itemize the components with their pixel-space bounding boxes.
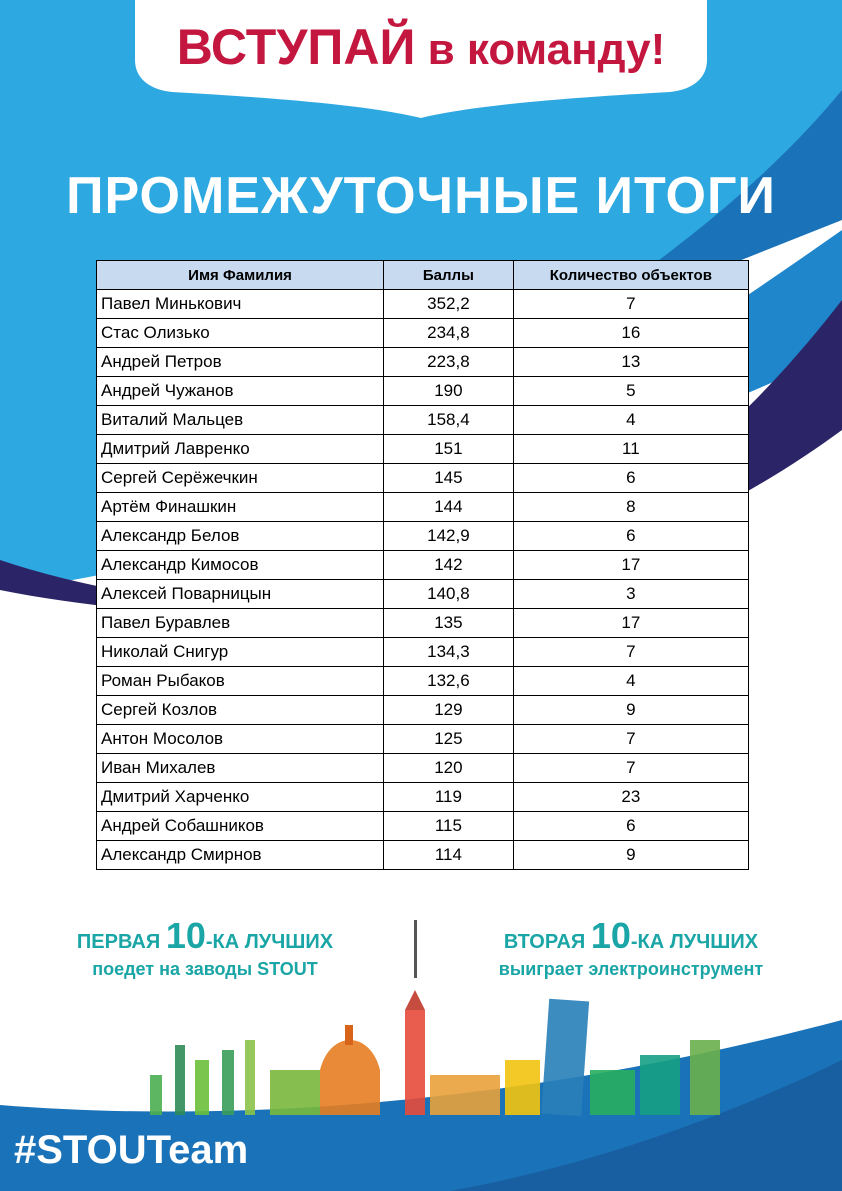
cell-points: 140,8	[384, 580, 514, 609]
cell-name: Андрей Чужанов	[97, 377, 384, 406]
cell-name: Павел Буравлев	[97, 609, 384, 638]
cell-points: 135	[384, 609, 514, 638]
cell-objects: 6	[513, 812, 748, 841]
cell-points: 144	[384, 493, 514, 522]
banner-heading	[135, 18, 707, 76]
cell-name: Роман Рыбаков	[97, 667, 384, 696]
table-row	[97, 551, 749, 580]
cell-objects: 13	[513, 348, 748, 377]
column-header-objects: Количество объектов	[513, 261, 748, 290]
table-row	[97, 290, 749, 319]
cell-points: 158,4	[384, 406, 514, 435]
cell-points: 134,3	[384, 638, 514, 667]
cell-points: 119	[384, 783, 514, 812]
table-row	[97, 435, 749, 464]
cell-name: Алексей Поварницын	[97, 580, 384, 609]
cell-objects: 4	[513, 667, 748, 696]
cell-name: Александр Кимосов	[97, 551, 384, 580]
promo-left-pre: ПЕРВАЯ	[76, 931, 166, 953]
table-row	[97, 348, 749, 377]
table-row	[97, 696, 749, 725]
promo-left	[50, 915, 360, 980]
cell-points: 114	[384, 841, 514, 870]
table-row	[97, 754, 749, 783]
cell-name: Павел Минькович	[97, 290, 384, 319]
cell-name: Сергей Козлов	[97, 696, 384, 725]
page-title: ПРОМЕЖУТОЧНЫЕ ИТОГИ	[66, 167, 776, 225]
promo-right-post: -КА ЛУЧШИХ	[630, 931, 759, 953]
cell-name: Александр Белов	[97, 522, 384, 551]
table-row	[97, 580, 749, 609]
cell-points: 190	[384, 377, 514, 406]
promo-right	[468, 915, 794, 980]
banner-part2: в команду!	[415, 25, 666, 74]
cell-name: Артём Финашкин	[97, 493, 384, 522]
cell-objects: 9	[513, 841, 748, 870]
table-row	[97, 841, 749, 870]
table-row	[97, 377, 749, 406]
table-row	[97, 812, 749, 841]
table-row	[97, 319, 749, 348]
cell-points: 223,8	[384, 348, 514, 377]
table-row	[97, 493, 749, 522]
cell-objects: 7	[513, 290, 748, 319]
cell-points: 142	[384, 551, 514, 580]
cell-points: 125	[384, 725, 514, 754]
cell-objects: 17	[513, 551, 748, 580]
cell-name: Николай Снигур	[97, 638, 384, 667]
promo-left-num: 10	[165, 915, 206, 956]
promo-divider	[414, 920, 417, 978]
cell-objects: 3	[513, 580, 748, 609]
cell-objects: 6	[513, 522, 748, 551]
cell-points: 145	[384, 464, 514, 493]
cell-name: Дмитрий Лавренко	[97, 435, 384, 464]
table-row	[97, 522, 749, 551]
cell-name: Иван Михалев	[97, 754, 384, 783]
cell-name: Дмитрий Харченко	[97, 783, 384, 812]
cell-objects: 8	[513, 493, 748, 522]
banner-part1: ВСТУПАЙ	[176, 19, 416, 75]
cell-points: 129	[384, 696, 514, 725]
promo-right-num: 10	[590, 915, 631, 956]
cell-name: Андрей Петров	[97, 348, 384, 377]
table-header-row	[97, 261, 749, 290]
cell-name: Стас Олизько	[97, 319, 384, 348]
cell-name: Сергей Серёжечкин	[97, 464, 384, 493]
table-row	[97, 725, 749, 754]
cell-points: 115	[384, 812, 514, 841]
results-table	[96, 260, 749, 870]
cell-points: 120	[384, 754, 514, 783]
column-header-points: Баллы	[384, 261, 514, 290]
table-row	[97, 783, 749, 812]
cell-name: Виталий Мальцев	[97, 406, 384, 435]
cell-name: Александр Смирнов	[97, 841, 384, 870]
cell-points: 151	[384, 435, 514, 464]
cell-points: 132,6	[384, 667, 514, 696]
promo-left-post: -КА ЛУЧШИХ	[205, 931, 334, 953]
cell-points: 352,2	[384, 290, 514, 319]
cell-objects: 11	[513, 435, 748, 464]
cell-objects: 7	[513, 725, 748, 754]
hashtag: #STOUTeam	[14, 1128, 249, 1172]
table-row	[97, 609, 749, 638]
cell-points: 142,9	[384, 522, 514, 551]
table-body	[97, 290, 749, 870]
cell-points: 234,8	[384, 319, 514, 348]
cell-name: Антон Мосолов	[97, 725, 384, 754]
cell-objects: 17	[513, 609, 748, 638]
cell-objects: 9	[513, 696, 748, 725]
cell-objects: 6	[513, 464, 748, 493]
cell-objects: 16	[513, 319, 748, 348]
cell-name: Андрей Собашников	[97, 812, 384, 841]
column-header-name: Имя Фамилия	[97, 261, 384, 290]
table-row	[97, 667, 749, 696]
cell-objects: 7	[513, 638, 748, 667]
cell-objects: 4	[513, 406, 748, 435]
table-row	[97, 464, 749, 493]
table-row	[97, 406, 749, 435]
cell-objects: 5	[513, 377, 748, 406]
cell-objects: 7	[513, 754, 748, 783]
promo-right-line2: выиграет электроинструмент	[498, 959, 764, 979]
promo-left-line2: поедет на заводы STOUT	[92, 959, 318, 979]
promo-right-pre: ВТОРАЯ	[503, 931, 591, 953]
cell-objects: 23	[513, 783, 748, 812]
table-row	[97, 638, 749, 667]
